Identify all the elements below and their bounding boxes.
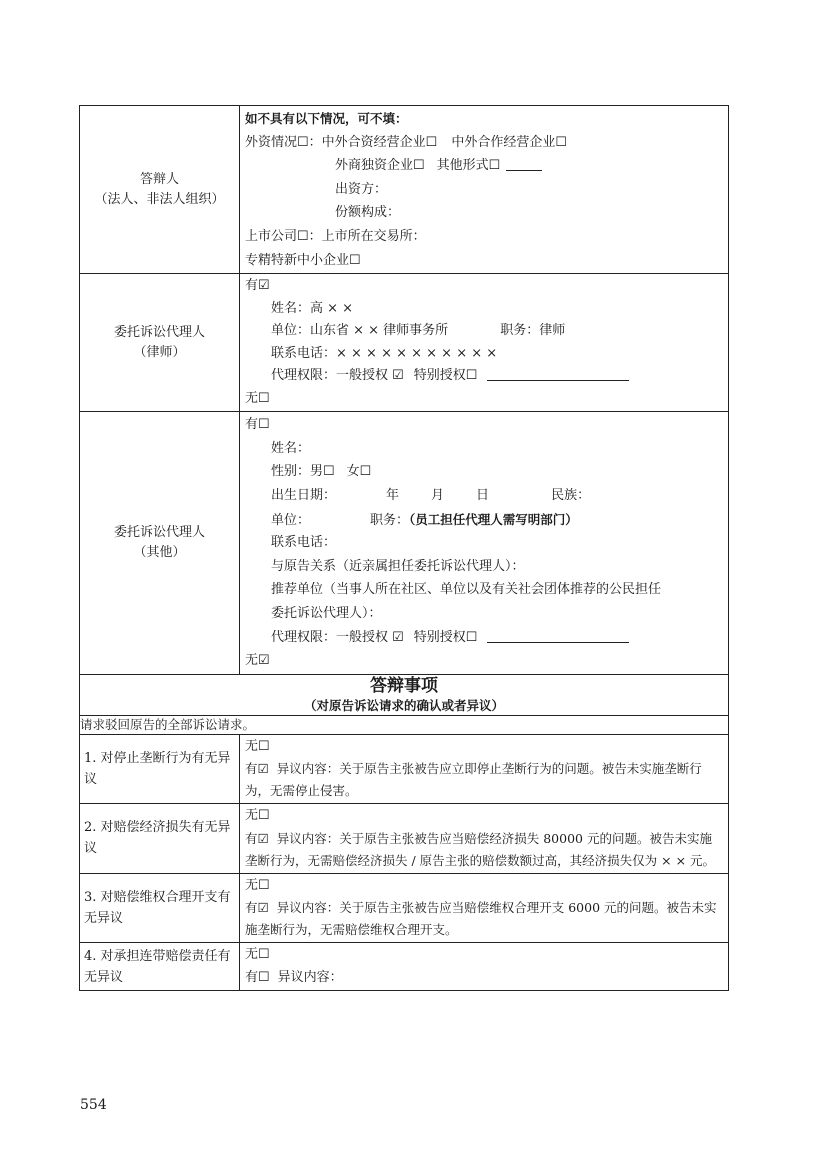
section-header-row xyxy=(80,674,729,715)
item-none-2: 无☐ xyxy=(245,808,270,824)
foreign-opt3: 外商独资企业☐ xyxy=(335,158,425,174)
defense-form-table xyxy=(79,105,729,991)
foreign-opt1: 中外合资经营企业☐ xyxy=(321,134,438,150)
lawyer-unit-line xyxy=(245,320,724,343)
other-has: 有☐ xyxy=(245,417,270,433)
item-content-1 xyxy=(240,734,729,804)
item-objection-label-1: 异议内容： xyxy=(276,761,340,777)
defendant-note: 如不具有以下情况，可不填： xyxy=(245,111,408,126)
defendant-content-cell xyxy=(240,106,729,274)
lawyer-agent-content-cell xyxy=(240,274,729,412)
other-name: 姓名： xyxy=(271,440,311,456)
item-content-3 xyxy=(240,873,729,943)
share-line: 份额构成： xyxy=(335,205,401,221)
other-agent-label-cell xyxy=(80,412,240,675)
other-recommend-line2: 委托诉讼代理人）： xyxy=(271,605,382,621)
defendant-label-line2: （法人、非法人组织） xyxy=(94,191,225,207)
foreign-line xyxy=(245,131,724,155)
item-objection-1 xyxy=(245,758,724,802)
foreign-label: 外资情况☐： xyxy=(245,134,322,150)
other-position-note: （员工担任代理人需写明部门） xyxy=(409,511,578,527)
other-authority-general: 代理权限：一般授权 ☑ xyxy=(271,629,404,645)
item-row-3 xyxy=(80,873,729,943)
lawyer-name: 姓名：高 × × xyxy=(271,300,354,316)
item-objection-label-4: 异议内容： xyxy=(277,969,343,985)
item-has-3: 有☑ xyxy=(245,900,269,916)
section-title: 答辩事项 xyxy=(370,675,438,696)
item-label-2: 2. 对赔偿经济损失有无异议 xyxy=(80,804,240,874)
other-birth-year: 年 xyxy=(386,487,400,503)
other-gender-female: 女☐ xyxy=(346,464,372,480)
page-number: 554 xyxy=(80,1097,107,1113)
lawyer-has: 有☑ xyxy=(245,278,270,294)
other-ethnicity: 民族： xyxy=(551,487,591,503)
item-content-2 xyxy=(240,804,729,874)
other-recommend-line1: 推荐单位（当事人所在社区、单位以及有关社会团体推荐的公民担任 xyxy=(271,582,662,598)
item-objection-label-2: 异议内容： xyxy=(276,830,340,846)
lawyer-agent-label-line2: （律师） xyxy=(133,344,186,360)
item-objection-text-1: 关于原告主张被告应立即停止垄断行为的问题。被告未实施垄断行为，无需停止侵害。 xyxy=(245,761,702,799)
other-unit-line xyxy=(245,508,724,532)
lawyer-authority-general: 代理权限：一般授权 ☑ xyxy=(271,368,404,384)
section-subtitle: （对原告诉讼请求的确认或者异议） xyxy=(303,697,504,713)
lawyer-authority-line xyxy=(245,365,724,388)
other-authority-line xyxy=(245,626,724,650)
item-objection-4 xyxy=(245,967,724,990)
item-row-2 xyxy=(80,804,729,874)
lawyer-authority-special: 特别授权☐ xyxy=(413,368,478,384)
item-objection-text-2: 关于原告主张被告应当赔偿经济损失 80000 元的问题。被告未实施垄断行为，无需赔偿经济损失 / 原告主张的赔偿数额过高，其经济损失仅为 × × 元。 xyxy=(245,830,716,868)
listed-line: 上市公司☐：上市所在交易所： xyxy=(245,228,426,244)
other-authority-special: 特别授权☐ xyxy=(413,629,478,645)
defendant-label-line1: 答辩人 xyxy=(139,171,179,187)
foreign-opt2: 中外合作经营企业☐ xyxy=(451,134,567,150)
item-none-4: 无☐ xyxy=(245,947,270,963)
other-position: 职务： xyxy=(370,512,410,528)
item-objection-label-3: 异议内容： xyxy=(276,900,340,916)
defendant-row xyxy=(80,106,729,274)
other-relation: 与原告关系（近亲属担任委托诉讼代理人）： xyxy=(271,558,525,574)
item-has-2: 有☑ xyxy=(245,830,269,846)
item-objection-2 xyxy=(245,828,724,872)
item-row-1 xyxy=(80,734,729,804)
other-authority-blank xyxy=(487,628,629,643)
other-phone: 联系电话： xyxy=(271,535,337,551)
other-agent-content-cell xyxy=(240,412,729,675)
defendant-label-cell xyxy=(80,106,240,274)
sme-line: 专精特新中小企业☐ xyxy=(245,252,361,268)
other-agent-row xyxy=(80,412,729,675)
lawyer-agent-label-line1: 委托诉讼代理人 xyxy=(113,324,205,340)
lawyer-position: 职务：律师 xyxy=(500,323,566,339)
other-none: 无☑ xyxy=(245,653,270,669)
lawyer-authority-blank xyxy=(487,366,629,381)
request-cell: 请求驳回原告的全部诉讼请求。 xyxy=(80,715,729,734)
other-form-blank xyxy=(506,156,542,171)
lawyer-unit: 单位：山东省 × × 律师事务所 xyxy=(271,323,449,339)
item-row-4 xyxy=(80,943,729,991)
item-has-1: 有☑ xyxy=(245,761,269,777)
other-birth-line xyxy=(245,484,724,508)
investor-line: 出资方： xyxy=(335,181,388,197)
item-label-1: 1. 对停止垄断行为有无异议 xyxy=(80,734,240,804)
other-unit: 单位： xyxy=(271,512,311,528)
other-birth: 出生日期： xyxy=(271,487,337,503)
other-birth-day: 日 xyxy=(476,487,490,503)
other-agent-label-line1: 委托诉讼代理人 xyxy=(113,524,205,540)
lawyer-agent-label-cell xyxy=(80,274,240,412)
other-gender-male: 性别：男☐ xyxy=(271,464,335,480)
foreign-line2 xyxy=(245,154,724,178)
item-objection-text-3: 关于原告主张被告应当赔偿维权合理开支 6000 元的问题。被告未实施垄断行为，无需赔偿维权合理开支。 xyxy=(245,900,717,938)
item-none-1: 无☐ xyxy=(245,738,270,754)
item-has-4: 有☐ xyxy=(245,969,270,985)
lawyer-phone: 联系电话：× × × × × × × × × × × xyxy=(271,345,498,361)
foreign-opt4: 其他形式☐ xyxy=(436,158,501,174)
other-gender-line xyxy=(245,460,724,484)
other-agent-label-line2: （其他） xyxy=(133,544,186,560)
section-header-cell xyxy=(80,674,729,715)
item-label-4: 4. 对承担连带赔偿责任有无异议 xyxy=(80,943,240,991)
other-birth-month: 月 xyxy=(431,487,445,503)
item-objection-3 xyxy=(245,897,724,941)
lawyer-none: 无☐ xyxy=(245,390,270,406)
item-label-3: 3. 对赔偿维权合理开支有无异议 xyxy=(80,873,240,943)
item-content-4 xyxy=(240,943,729,991)
item-none-3: 无☐ xyxy=(245,877,270,893)
request-row xyxy=(80,715,729,734)
lawyer-agent-row xyxy=(80,274,729,412)
